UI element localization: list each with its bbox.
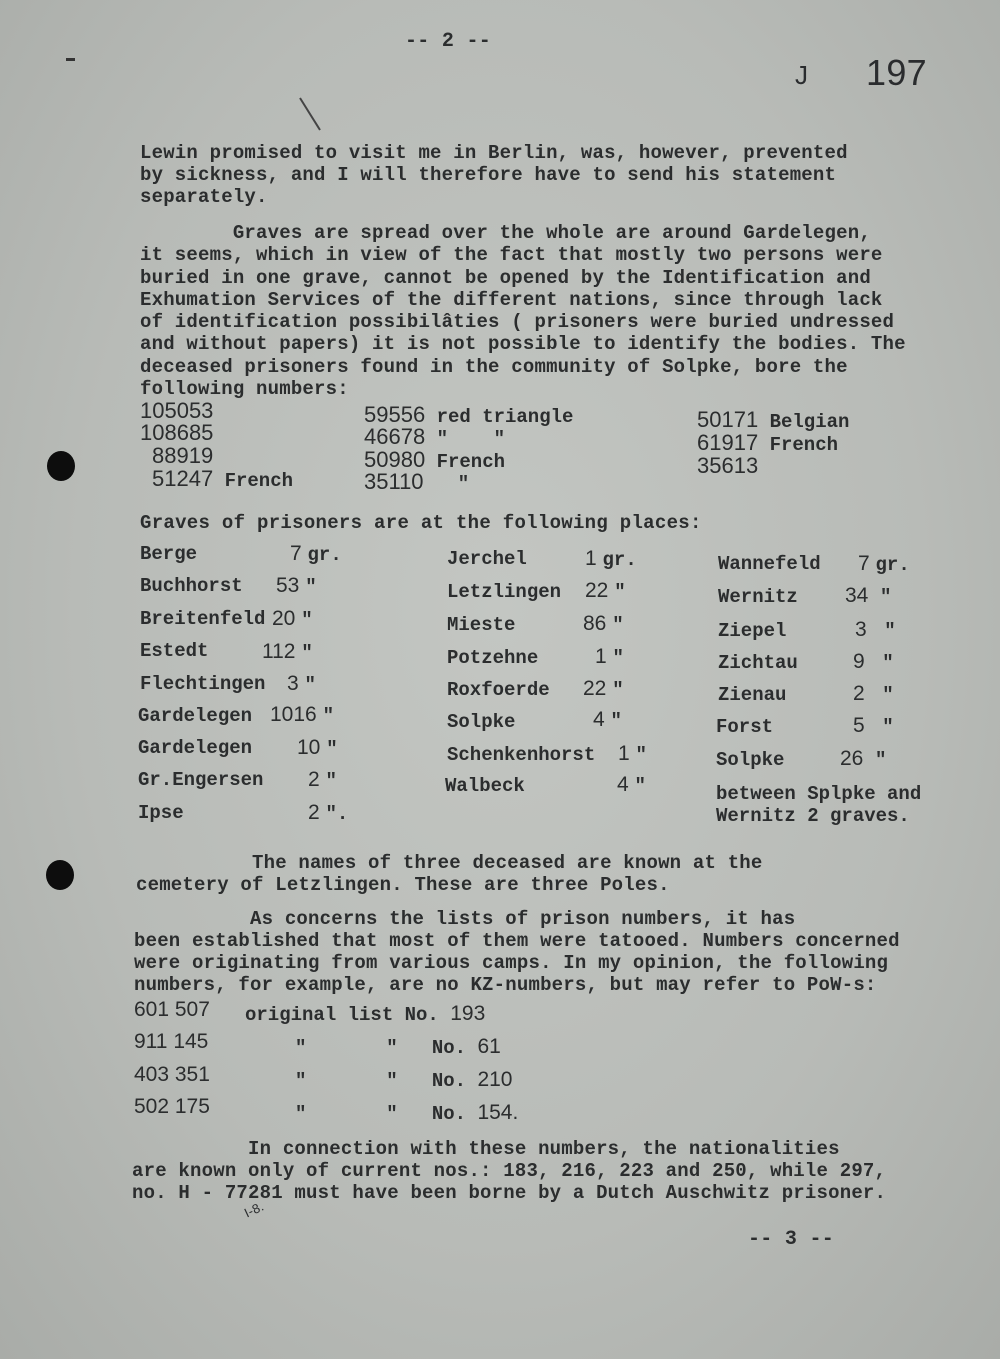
grave-count: 3 " [855, 618, 896, 642]
grave-row: Letzlingen [447, 581, 562, 603]
grave-row: Mieste [447, 614, 516, 636]
grave-row: Walbeck [445, 775, 525, 797]
grave-row: Roxfoerde [447, 679, 550, 701]
text-line: As concerns the lists of prison numbers, it has [134, 908, 796, 930]
pencil-tick-mark [298, 96, 328, 136]
paragraph-4 [134, 908, 954, 996]
text-line: Lewin promised to visit me in Berlin, was, however, prevented [140, 142, 848, 164]
grave-row: Solpke [447, 711, 516, 733]
grave-count: 22 " [585, 579, 626, 603]
punch-hole-bottom [46, 860, 74, 890]
text-line: separately. [140, 186, 268, 208]
prisoner-number-row: 35110 " [364, 469, 470, 495]
pow-number-row: 403 351 [134, 1063, 210, 1086]
pow-list-ref: " " No. 210 [295, 1068, 513, 1092]
grave-count: 5 " [853, 714, 894, 738]
text-line: Graves are spread over the whole are around Gardelegen, [140, 222, 871, 244]
pencil-annotation: I-8. [241, 1198, 267, 1221]
text-line: In connection with these numbers, the nationalities [132, 1138, 840, 1160]
grave-count: 20 " [272, 607, 313, 631]
grave-row: Forst [716, 716, 774, 738]
pow-number-row: 502 175 [134, 1095, 210, 1118]
grave-row: Berge [140, 543, 198, 565]
grave-row: Potzehne [447, 647, 539, 669]
grave-count: 4 " [617, 773, 646, 797]
grave-row: Gr.Engersen [138, 769, 264, 791]
grave-count: 4 " [593, 708, 622, 732]
grave-count: 3 " [287, 672, 316, 696]
grave-row: Buchhorst [140, 575, 243, 597]
grave-between-note: Wernitz 2 graves. [716, 805, 910, 827]
graves-heading: Graves of prisoners are at the following places: [140, 512, 702, 534]
prisoner-number-row: 46678 " " [364, 424, 506, 450]
stamp-number: 197 [866, 52, 927, 93]
grave-row: Zienau [718, 684, 787, 706]
prisoner-number-row: 35613 [697, 453, 759, 478]
text-line: numbers, for example, are no KZ-numbers, but may refer to PoW-s: [134, 974, 877, 996]
text-line: it seems, which in view of the fact that mostly two persons were [140, 244, 883, 267]
pow-list-ref: " " No. 154. [295, 1101, 519, 1125]
text-line: by sickness, and I will therefore have to send his statement [140, 164, 837, 186]
text-line: deceased prisoners found in the community of Solpke, bore the [140, 355, 848, 378]
grave-count: 26 " [840, 747, 887, 771]
page-number: -- 2 -- [405, 30, 492, 53]
prisoner-number-row: 50980 French [364, 447, 506, 473]
grave-count: 9 " [853, 650, 894, 674]
grave-row: Flechtingen [140, 673, 266, 695]
grave-count: 1 " [618, 742, 647, 766]
text-line: been established that most of them were tatooed. Numbers concerned [134, 930, 900, 952]
grave-count: 1 gr. [585, 547, 637, 571]
grave-count: 86 " [583, 612, 624, 636]
grave-row: Breitenfeld [140, 608, 266, 630]
text-line: no. H - 77281 must have been borne by a Dutch Auschwitz prisoner. [132, 1182, 887, 1204]
text-line: following numbers: [140, 378, 349, 401]
prisoner-number-row: 61917 French [697, 430, 839, 456]
grave-count: 7 gr. [290, 542, 342, 566]
grave-row: Gardelegen [138, 737, 253, 759]
punch-hole-top [47, 451, 75, 481]
grave-count: 112 " [262, 640, 313, 664]
grave-row: Schenkenhorst [447, 744, 596, 766]
text-line: cemetery of Letzlingen. These are three Poles. [136, 874, 670, 896]
text-line: and without papers) it is not possible to identify the bodies. The [140, 333, 906, 356]
prisoner-number-row: 105053 [140, 398, 214, 423]
prisoner-number-row: 51247 French [152, 466, 294, 492]
pow-number-row: 601 507 [134, 998, 210, 1021]
grave-count: 2 ". [308, 801, 349, 825]
text-line: buried in one grave, cannot be opened by the Identification and [140, 266, 871, 289]
prisoner-number-row: 108685 [140, 420, 214, 445]
grave-row: Gardelegen [138, 705, 253, 727]
text-line: were originating from various camps. In my opinion, the following [134, 952, 889, 974]
grave-count: 2 " [853, 682, 894, 706]
text-line: are known only of current nos.: 183, 216, 223 and 250, while 297, [132, 1160, 887, 1182]
prisoner-number-row: 88919 [152, 443, 214, 468]
grave-row: Ipse [138, 802, 184, 824]
margin-mark [66, 58, 75, 61]
text-line: The names of three deceased are known at the [136, 852, 763, 874]
pow-number-row: 911 145 [134, 1030, 209, 1053]
grave-row: Estedt [140, 640, 209, 662]
pow-list-ref: " " No. 61 [295, 1035, 501, 1059]
grave-row: Wernitz [718, 586, 798, 608]
grave-count: 7 gr. [858, 552, 910, 576]
grave-row: Wannefeld [718, 553, 821, 575]
grave-row: Ziepel [718, 620, 787, 642]
prisoner-number-row: 50171 Belgian [697, 407, 850, 433]
stamp-prefix: J [795, 60, 809, 90]
paragraph-5 [132, 1138, 952, 1204]
grave-count: 2 " [308, 768, 337, 792]
grave-count: 34 " [845, 584, 892, 608]
grave-row: Jerchel [447, 548, 527, 570]
grave-row: Solpke [716, 749, 785, 771]
text-line: Exhumation Services of the different nations, since through lack [140, 288, 883, 311]
grave-between-note: between Splpke and [716, 783, 922, 805]
next-page-number: -- 3 -- [748, 1228, 835, 1251]
grave-count: 53 " [276, 574, 317, 598]
prisoner-number-row: 59556 red triangle [364, 402, 574, 428]
pow-list-ref: original list No. 193 [245, 1002, 486, 1026]
grave-count: 22 " [583, 677, 624, 701]
paragraph-3 [136, 852, 956, 896]
text-line: of identification possibilâties ( prisoners were buried undressed [140, 311, 895, 334]
paragraph-1 [140, 142, 960, 208]
grave-count: 1016 " [270, 703, 334, 727]
grave-row: Zichtau [718, 652, 798, 674]
grave-count: 1 " [595, 645, 624, 669]
paragraph-2 [140, 222, 960, 400]
grave-count: 10 " [297, 736, 338, 760]
